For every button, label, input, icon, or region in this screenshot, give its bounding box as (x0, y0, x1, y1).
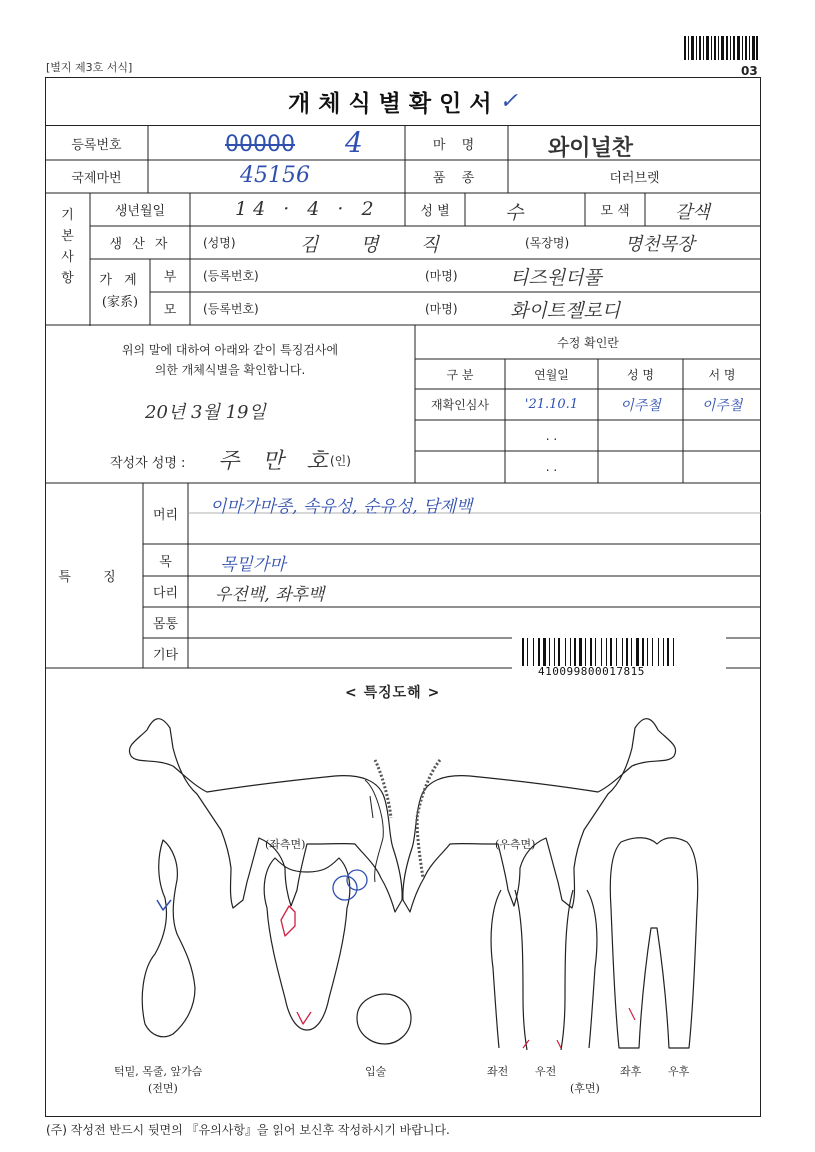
basic-label-char: 항 (61, 271, 74, 286)
front-right-caption: 우전 (535, 1065, 557, 1078)
revision-title: 수정 확인란 (557, 335, 619, 350)
muzzle-caption: 입술 (365, 1065, 387, 1078)
barcode-bar (636, 638, 639, 666)
barcode-bar (595, 638, 596, 666)
dam-value: 화이트젤로디 (510, 300, 621, 322)
neck-label: 목 (159, 554, 172, 570)
dam-name-label: (마명) (425, 302, 458, 316)
barcode-bar (658, 638, 659, 666)
rear-view-outline (610, 838, 697, 1048)
barcode-icon (684, 36, 758, 60)
intl-no-label: 국제마번 (71, 171, 122, 186)
basic-section-label (45, 205, 90, 289)
family-hanja: (家系) (101, 295, 139, 310)
barcode-bar (652, 638, 653, 666)
title-row (45, 77, 761, 126)
producer-label: 생 산 자 (109, 237, 171, 252)
barcode-bar (574, 638, 576, 666)
head-value: 이마가마종, 속유성, 순유성, 담제백 (210, 497, 473, 517)
sire-label: 부 (163, 270, 177, 285)
intl-no-value: 45156 (240, 163, 310, 188)
legs-label: 다리 (152, 586, 179, 601)
front-label: (전면) (148, 1082, 178, 1095)
sire-value: 티즈원더풀 (510, 267, 602, 289)
check-mark: ✓ (499, 88, 518, 114)
family-label-text: 가 계 (99, 273, 141, 288)
barcode-bar (585, 638, 586, 666)
right-side-label: (우측면) (495, 838, 536, 851)
farm-label: (목장명) (525, 236, 570, 250)
barcode-bar (570, 638, 571, 666)
page-title: 개체식별확인서 (288, 90, 500, 117)
rev-row-date-blank: . . (545, 460, 558, 474)
head-label: 머리 (152, 508, 179, 523)
birth-value: 14 · 4 · 2 (235, 198, 380, 220)
front-legs-outline (491, 890, 597, 1050)
statement-line-1: 위의 말에 대하여 아래와 같이 특징검사에 (121, 343, 339, 357)
sticker-number: 410099800017815 (538, 665, 645, 678)
barcode-bar (558, 638, 560, 666)
barcode-bar (522, 638, 524, 666)
barcode-bar (626, 638, 628, 666)
sex-label: 성 별 (420, 204, 450, 219)
rear-left-caption: 좌후 (620, 1065, 642, 1078)
features-section-label: 특 징 (58, 570, 130, 585)
barcode-bar (647, 638, 648, 666)
rear-label: (후면) (570, 1082, 600, 1095)
rev-row-date-blank: . . (545, 428, 558, 443)
legs-value: 우전백, 좌후백 (215, 585, 325, 605)
barcode-bar (673, 638, 674, 666)
barcode-bar (601, 638, 602, 666)
rev-row-name: 이주철 (620, 397, 661, 414)
reg-no-value: 4 (345, 126, 363, 159)
breed-value: 더러브렛 (609, 171, 660, 186)
color-value: 갈색 (675, 202, 710, 223)
basic-label-char: 본 (61, 229, 74, 244)
horse-name-value: 와이널찬 (548, 135, 634, 161)
head-front-outline (264, 858, 350, 1030)
sire-name-label: (마명) (425, 269, 458, 283)
rev-row-sign: 이주철 (701, 397, 743, 414)
producer-name-label: (성명) (203, 236, 236, 250)
rev-header-date: 연월일 (534, 367, 569, 382)
basic-label-char: 사 (61, 250, 74, 265)
rev-header-type: 구 분 (446, 367, 474, 382)
color-label: 모 색 (600, 204, 630, 219)
author-value: 주 만 호 (218, 449, 336, 474)
other-label: 기타 (152, 647, 179, 663)
barcode-bar (622, 638, 623, 666)
seal-label: (인) (330, 454, 351, 468)
basic-label-char: 기 (61, 208, 74, 223)
confirm-statement (45, 340, 415, 380)
farm-value: 명천목장 (625, 234, 695, 255)
page-number: 03 (741, 64, 758, 78)
family-label (90, 270, 150, 314)
reg-no-label: 등록번호 (71, 137, 122, 153)
barcode-bar (579, 638, 582, 666)
dam-reg-no-label: (등록번호) (203, 302, 259, 316)
form-number-label: [별지 제3호 서식] (46, 61, 133, 74)
rear-right-caption: 우후 (668, 1065, 690, 1078)
barcode-bar (610, 638, 612, 666)
horse-diagram (45, 668, 761, 1116)
barcode-bar (533, 638, 534, 666)
muzzle-outline (357, 994, 411, 1044)
barcode-bar (554, 638, 555, 666)
statement-line-2: 의한 개체식별을 확인합니다. (154, 363, 306, 377)
birth-label: 생년월일 (114, 204, 166, 219)
sex-value: 수 (505, 202, 524, 224)
dam-label: 모 (163, 303, 177, 318)
sticker-barcode-icon (522, 638, 718, 666)
barcode-bar (631, 638, 632, 666)
left-side-horse-outline (129, 719, 402, 912)
barcode-bar (642, 638, 644, 666)
barcode-bar (616, 638, 617, 666)
top-barcode (684, 36, 758, 60)
neck-underside-outline (142, 840, 195, 1037)
rev-row-type: 재확인심사 (431, 398, 489, 412)
rev-header-name: 성 명 (627, 367, 654, 382)
reg-no-value-struck: 00000 (225, 132, 295, 157)
barcode-bar (590, 638, 592, 666)
horse-name-label: 마 명 (432, 137, 481, 153)
left-side-label: (좌측면) (265, 838, 306, 851)
rev-header-sign: 서 명 (708, 367, 736, 382)
right-side-horse-outline (403, 719, 676, 912)
diagram-title: < 특징도해 > (345, 685, 441, 701)
barcode-bar (538, 638, 540, 666)
barcode-bar (543, 638, 546, 666)
breed-label: 품 종 (432, 171, 481, 186)
front-left-caption: 좌전 (487, 1065, 509, 1078)
rev-row-date: '21.10.1 (524, 397, 579, 412)
body-label: 몸통 (152, 617, 179, 632)
barcode-bar (565, 638, 566, 666)
barcode-bar (663, 638, 664, 666)
producer-value: 김 명 직 (300, 234, 458, 256)
neck-caption: 턱밑, 목줄, 앞가슴 (114, 1065, 203, 1078)
confirm-date: 20년 3월 19일 (145, 402, 266, 423)
neck-value: 목밑가마 (220, 555, 286, 575)
author-label: 작성자 성명 : (110, 456, 186, 471)
footer-note: (주) 작성전 반드시 뒷면의 『유의사항』을 읽어 보신후 작성하시기 바랍니다. (46, 1123, 450, 1137)
sire-reg-no-label: (등록번호) (203, 269, 259, 283)
barcode-bar (606, 638, 607, 666)
barcode-bar (527, 638, 528, 666)
barcode-bar (549, 638, 550, 666)
barcode-bar (667, 638, 669, 666)
